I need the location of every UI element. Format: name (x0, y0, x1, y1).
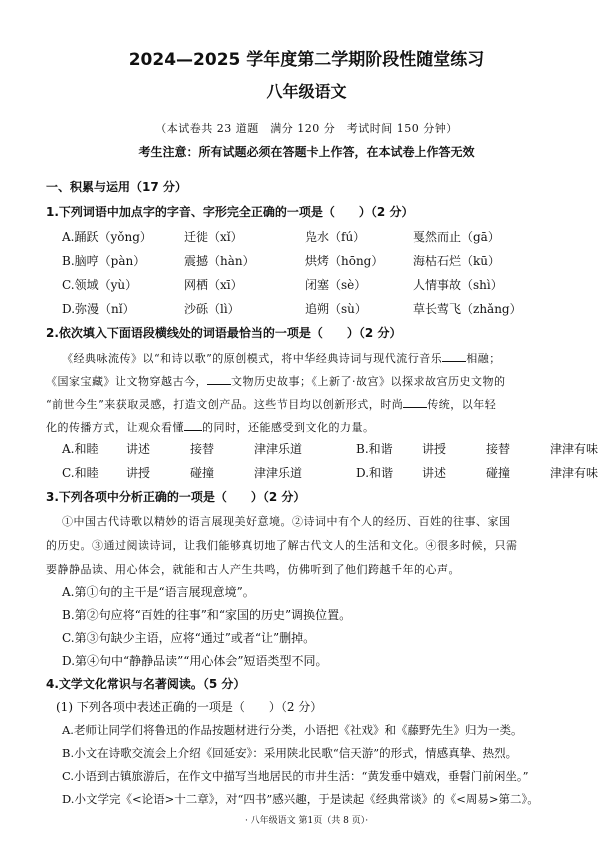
passage-text: 的同时，还能感受到文化的力量。 (202, 421, 375, 434)
option-d-word-4: 草长莺飞（zhǎng） (413, 302, 522, 316)
option-d-word-3: 追朔（sù） (305, 302, 367, 316)
option-a-word-4: 戛然而止（gā） (413, 230, 500, 244)
passage-text: 《经典咏流传》以“和诗以歌”的原创模式，将中华经典诗词与现代流行音乐 (62, 352, 443, 365)
question-1-option-b (62, 254, 500, 269)
question-2-passage-line-3 (46, 396, 496, 412)
option-d-word-2: 讲述 (422, 466, 447, 480)
question-3-option-a: A.第①句的主干是“语言展现意境”。 (62, 585, 255, 599)
page-footer: · 八年级语文 第1页（共 8 页）· (244, 816, 369, 826)
question-4-stem: 4.文学文化常识与名著阅读。（5 分） (46, 677, 246, 691)
option-a-word-3: 凫水（fú） (305, 230, 366, 244)
question-1-option-a (62, 230, 500, 245)
option-d-word-3: 碰撞 (486, 466, 511, 480)
question-1-option-c (62, 278, 503, 293)
question-2-passage-line-4 (46, 419, 375, 435)
passage-text: 《国家宝藏》让文物穿越古今， (46, 375, 207, 388)
question-2-options-ab (62, 442, 598, 457)
option-d-word-2: 沙砾（lì） (184, 302, 240, 316)
question-2-stem: 2.依次填入下面语段横线处的词语最恰当的一项是（ ）（2 分） (46, 326, 402, 340)
exam-notice: 考生注意：所有试题必须在答题卡上作答，在本试卷上作答无效 (138, 145, 475, 159)
option-c-word-3: 闭塞（sè） (305, 278, 367, 292)
option-c-word-1: C.领域（yù） (62, 278, 138, 292)
passage-text: 文物历史故事；《上新了·故宫》以探求故宫历史文物的 (231, 375, 506, 388)
option-a-word-1: A.踊跃（yǒng） (62, 230, 152, 244)
blank-line (442, 350, 466, 362)
exam-info: （本试卷共 23 道题 满分 120 分 考试时间 150 分钟） (155, 122, 458, 135)
option-d-word-1: D.和谐 (356, 466, 394, 480)
question-2-passage-line-2 (46, 373, 506, 389)
passage-text: 传统，以年轻 (427, 398, 497, 411)
exam-title: 2024—2025 学年度第二学期阶段性随堂练习 (128, 50, 485, 70)
option-d-word-4: 津津有味 (550, 466, 599, 480)
question-1-option-d (62, 302, 522, 317)
option-c-word-4: 人情事故（shì） (413, 278, 503, 292)
question-4-option-c: C.小语到古镇旅游后，在作文中描写当地居民的市井生活：“黄发垂中嬉戏，垂髫门前闲坐。” (62, 769, 529, 783)
question-2-passage-line-1 (62, 350, 501, 366)
passage-text: “前世今生”来获取灵感，打造文创产品。这些节目均以创新形式，时尚 (46, 398, 404, 411)
blank-line (207, 373, 231, 385)
question-3-option-b: B.第②句应将“百姓的往事”和“家国的历史”调换位置。 (62, 608, 352, 622)
passage-text: 相融； (466, 352, 501, 365)
question-2-options-cd (62, 466, 598, 481)
option-b-word-4: 津津有味 (550, 442, 599, 456)
option-b-word-3: 接替 (486, 442, 511, 456)
question-4-option-b: B.小文在诗歌交流会上介绍《回延安》：采用陕北民歌“信天游”的形式，情感真挚、热烈。 (62, 746, 518, 760)
option-c-word-2: 网栖（xī） (184, 278, 243, 292)
option-a-word-2: 讲述 (126, 442, 151, 456)
question-4-option-a: A.老师让同学们将鲁迅的作品按题材进行分类，小语把《社戏》和《藤野先生》归为一类。 (62, 723, 523, 737)
option-c-word-2: 讲授 (126, 466, 151, 480)
blank-line (403, 396, 427, 408)
question-3-stem: 3.下列各项中分析正确的一项是（ ）（2 分） (46, 490, 306, 504)
option-a-word-3: 接替 (190, 442, 215, 456)
question-3-passage-line-3: 要静静品读、用心体会，就能和古人产生共鸣，仿佛听到了他们跨越千年的心声。 (46, 563, 460, 576)
option-b-word-3: 烘烤（hōng） (305, 254, 384, 268)
option-b-word-1: B.和谐 (356, 442, 393, 456)
option-c-word-3: 碰撞 (190, 466, 215, 480)
option-c-word-4: 津津乐道 (254, 466, 303, 480)
option-b-word-1: B.脑哼（pàn） (62, 254, 146, 268)
question-4-subquestion-1: (1) 下列各项中表述正确的一项是（ ）（2 分） (56, 700, 323, 714)
option-b-word-4: 海枯石烂（kū） (413, 254, 501, 268)
question-1-stem: 1.下列词语中加点字的字音、字形完全正确的一项是（ ）（2 分） (46, 205, 414, 219)
question-3-option-d: D.第④句中“静静品读”“用心体会”短语类型不同。 (62, 654, 328, 668)
option-a-word-4: 津津乐道 (254, 442, 303, 456)
question-4-option-d: D.小文学完《<论语>十二章》，对“四书”感兴趣，于是读起《经典常谈》的《<周易>第二》。 (62, 792, 539, 806)
section-title: 一、积累与运用（17 分） (46, 180, 187, 194)
option-a-word-1: A.和睦 (62, 442, 99, 456)
question-3-option-c: C.第③句缺少主语，应将“通过”或者“让”删掉。 (62, 631, 316, 645)
blank-line (184, 419, 202, 431)
passage-text: 化的传播方式，让观众看懂 (46, 421, 184, 434)
option-c-word-1: C.和睦 (62, 466, 99, 480)
question-3-passage-line-1: ①中国古代诗歌以精妙的语言展现美好意境。②诗词中有个人的经历、百姓的往事、家国 (62, 515, 511, 528)
option-b-word-2: 讲授 (422, 442, 447, 456)
option-a-word-2: 迁徙（xǐ） (184, 230, 243, 244)
option-b-word-2: 震撼（hàn） (184, 254, 255, 268)
exam-subject: 八年级语文 (266, 82, 347, 101)
option-d-word-1: D.弥漫（nǐ） (62, 302, 135, 316)
question-3-passage-line-2: 的历史。③通过阅读诗词，让我们能够真切地了解古代文人的生活和文化。④很多时候，只需 (46, 539, 518, 552)
